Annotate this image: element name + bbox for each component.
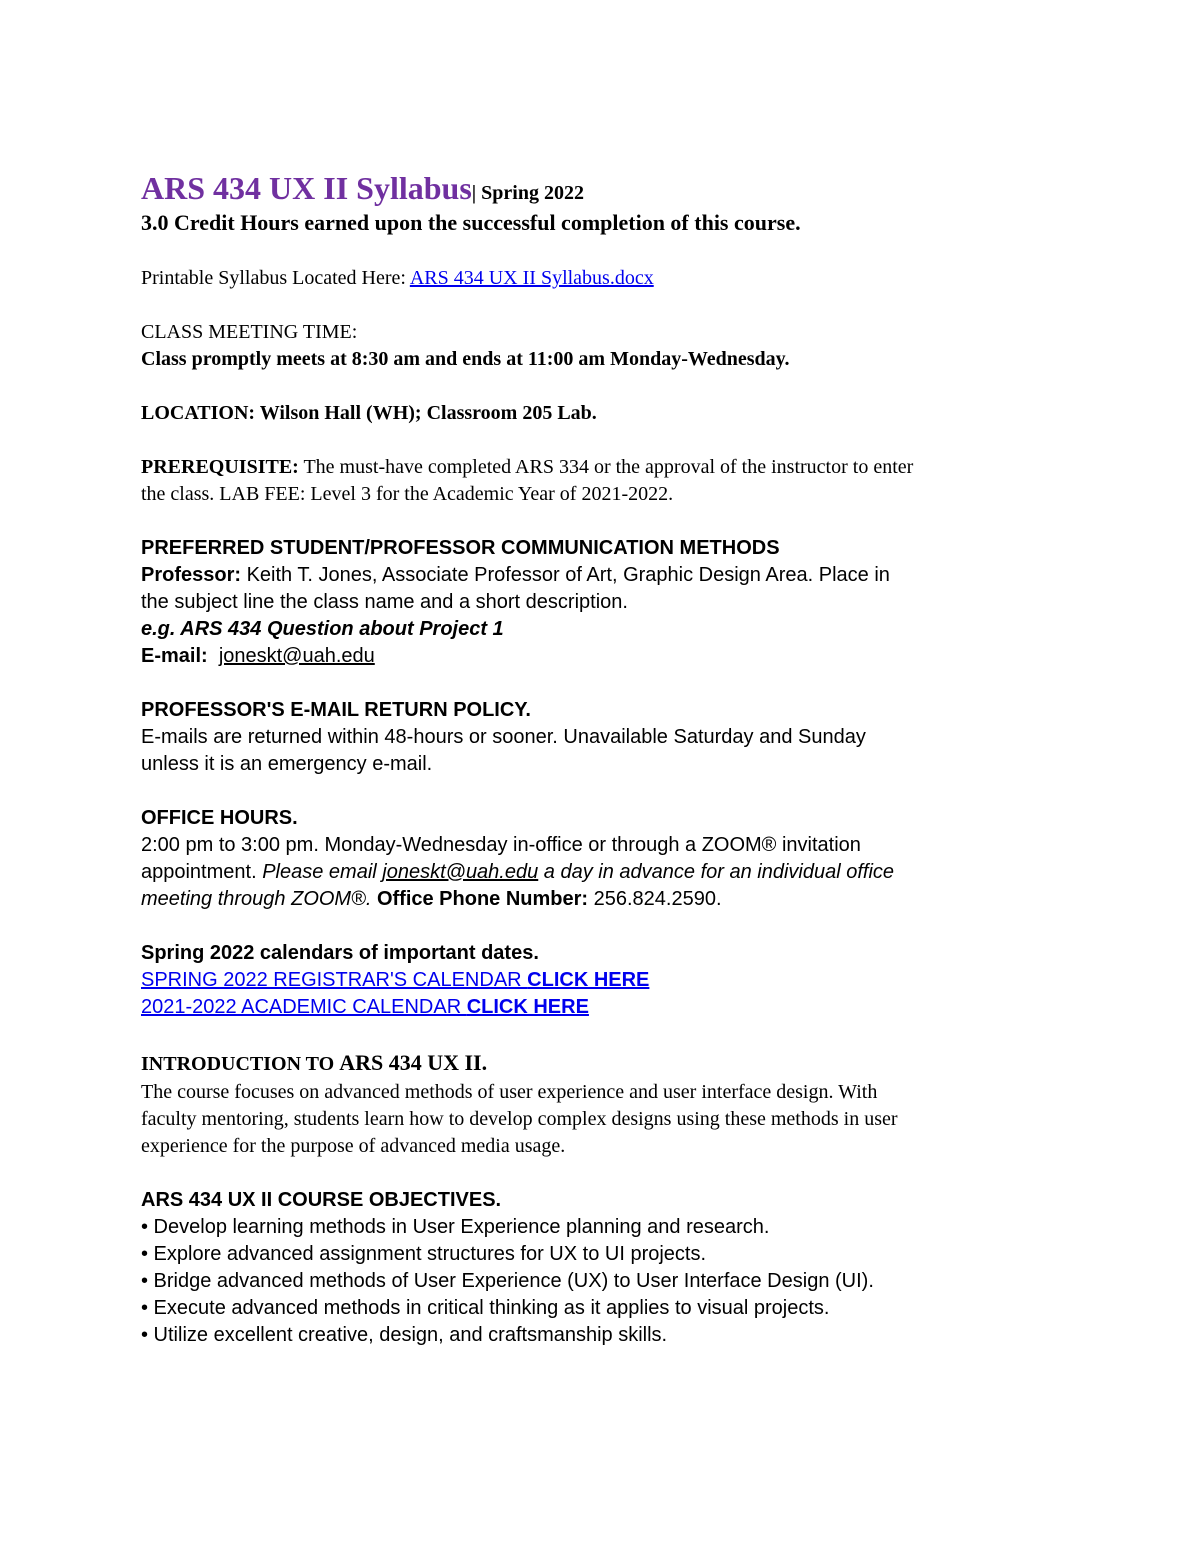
- office-hours-line-1: 2:00 pm to 3:00 pm. Monday-Wednesday in-office or through a ZOOM® invitation: [141, 834, 861, 856]
- introduction-heading-a: INTRODUCTION TO: [141, 1053, 340, 1075]
- professor-line-1: [141, 562, 1071, 589]
- office-hours-please: Please email: [262, 861, 383, 883]
- objective-item: • Execute advanced methods in critical thinking as it applies to visual projects.: [141, 1297, 830, 1319]
- introduction-line-2: faculty mentoring, students learn how to develop complex designs using these methods in user: [141, 1108, 898, 1130]
- office-hours-heading: OFFICE HOURS.: [141, 807, 298, 829]
- communication-heading: PREFERRED STUDENT/PROFESSOR COMMUNICATION METHODS: [141, 537, 780, 559]
- prerequisite-label: PREREQUISITE:: [141, 456, 299, 478]
- title-row: [141, 168, 1071, 208]
- subject-example: e.g. ARS 434 Question about Project 1: [141, 618, 504, 640]
- registrar-calendar-link[interactable]: [141, 969, 649, 991]
- credit-hours: 3.0 Credit Hours earned upon the successful completion of this course.: [141, 210, 801, 235]
- academic-calendar-link[interactable]: [141, 996, 589, 1018]
- objective-item: • Bridge advanced methods of User Experience (UX) to User Interface Design (UI).: [141, 1270, 874, 1292]
- academic-click-here[interactable]: CLICK HERE: [466, 996, 589, 1018]
- printable-syllabus: [141, 265, 1071, 292]
- academic-calendar-line: [141, 994, 1071, 1021]
- objectives-heading: ARS 434 UX II COURSE OBJECTIVES.: [141, 1189, 502, 1211]
- registrar-calendar-line: [141, 967, 1071, 994]
- email-label: E-mail:: [141, 645, 208, 667]
- objective-item: • Utilize excellent creative, design, and craftsmanship skills.: [141, 1324, 668, 1346]
- meeting-heading: CLASS MEETING TIME:: [141, 321, 358, 343]
- page-title: ARS 434 UX II Syllabus: [141, 170, 472, 206]
- prerequisite-line-1: [141, 454, 1071, 481]
- email-line: [141, 643, 1071, 670]
- prerequisite-text-1: The must-have completed ARS 334 or the approval of the instructor to enter: [298, 456, 914, 478]
- office-hours-line-2: [141, 859, 1071, 886]
- calendars-heading: Spring 2022 calendars of important dates.: [141, 942, 539, 964]
- introduction-heading-b: ARS 434 UX II.: [339, 1050, 488, 1075]
- professor-email-link[interactable]: joneskt@uah.edu: [218, 645, 375, 667]
- printable-label: Printable Syllabus Located Here:: [141, 267, 406, 289]
- office-hours-line-3: [141, 886, 1071, 913]
- meeting-text: Class promptly meets at 8:30 am and ends at 11:00 am Monday-Wednesday.: [141, 348, 790, 370]
- introduction-line-3: experience for the purpose of advanced media usage.: [141, 1135, 566, 1157]
- email-policy-line-2: unless it is an emergency e-mail.: [141, 753, 433, 775]
- professor-label: Professor:: [141, 564, 242, 586]
- syllabus-docx-link[interactable]: ARS 434 UX II Syllabus.docx: [409, 267, 654, 289]
- registrar-calendar-text: SPRING 2022 REGISTRAR'S CALENDAR: [141, 969, 528, 991]
- office-hours-appointment: appointment.: [141, 861, 263, 883]
- location-text: LOCATION: Wilson Hall (WH); Classroom 205 Lab.: [141, 402, 597, 424]
- introduction-heading: [141, 1048, 1071, 1079]
- professor-text-1: Keith T. Jones, Associate Professor of Art, Graphic Design Area. Place in: [241, 564, 890, 586]
- office-hours-zoom: meeting through ZOOM®.: [141, 888, 377, 910]
- academic-calendar-text: 2021-2022 ACADEMIC CALENDAR: [141, 996, 467, 1018]
- professor-line-2: the subject line the class name and a short description.: [141, 591, 628, 613]
- objective-item: • Explore advanced assignment structures for UX to UI projects.: [141, 1243, 707, 1265]
- office-phone-label: Office Phone Number:: [376, 888, 589, 910]
- objectives-list: [141, 1214, 1071, 1349]
- office-hours-advance: a day in advance for an individual office: [538, 861, 895, 883]
- introduction-line-1: The course focuses on advanced methods of user experience and user interface design. With: [141, 1081, 878, 1103]
- objective-item: • Develop learning methods in User Experience planning and research.: [141, 1216, 770, 1238]
- office-hours-email-link[interactable]: joneskt@uah.edu: [382, 861, 539, 883]
- syllabus-page: [141, 168, 1071, 1349]
- registrar-click-here[interactable]: CLICK HERE: [527, 969, 650, 991]
- term-label: | Spring 2022: [471, 182, 584, 204]
- email-policy-heading: PROFESSOR'S E-MAIL RETURN POLICY.: [141, 699, 531, 721]
- office-phone-number: 256.824.2590.: [588, 888, 722, 910]
- prerequisite-line-2: the class. LAB FEE: Level 3 for the Academic Year of 2021-2022.: [141, 483, 674, 505]
- email-policy-line-1: E-mails are returned within 48-hours or sooner. Unavailable Saturday and Sunday: [141, 726, 866, 748]
